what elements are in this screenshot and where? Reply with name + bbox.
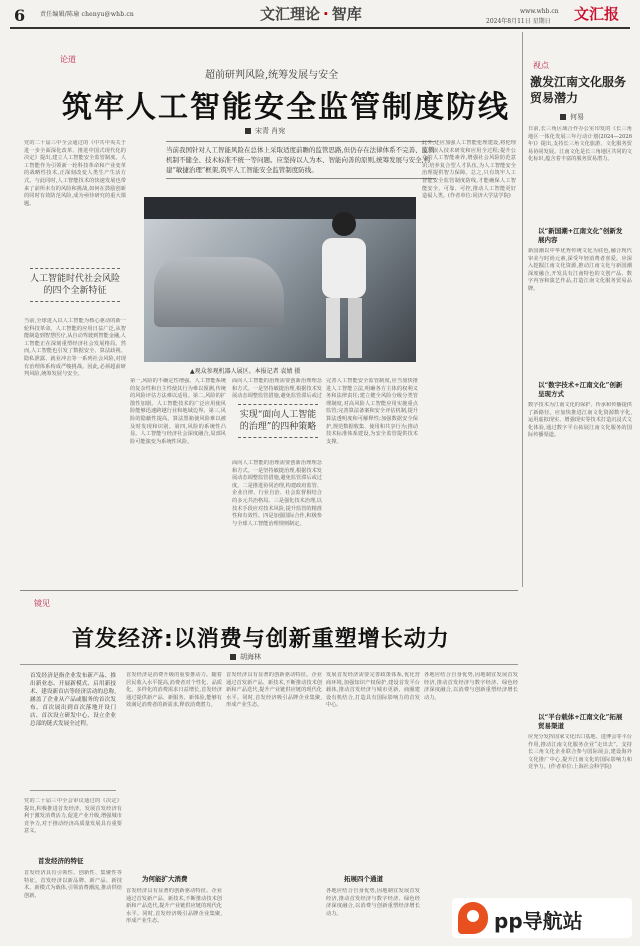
lead-col3-text: 面向人工智能的治理需要创新治理理念和方式。一是坚持敏捷治理,根据技术发展动态调整监管措施,避免监管滞后或过度。二是推进协同治理,构建政府监管、企业自律、行业自治、社会监督相结合的多元共治格局。三是强化技术治理,以技术手段应对技术风险,提升监管的精准性和有效性。四是加强国际合作,积极参与全球人工智能治理规则制定。 xyxy=(232,460,322,527)
sidebar-byline-text: 何易 xyxy=(570,113,584,121)
sidebar-byline xyxy=(560,112,584,122)
watermark-text: pp导航站 xyxy=(494,909,583,933)
sidebar-subhead-3: 以“平台载体+江南文化”拓展贸易渠道 xyxy=(538,713,623,730)
second-subhead-3: 拓展四个通道 xyxy=(344,875,383,883)
second-col2b-text: 首发经济具有显著的创新驱动特征。企业通过首发新产品、新技术,不断推动技术创新和产品迭代,提升产业链供应链的现代化水平。同时,首发经济吸引品牌企业集聚,形成产业生态。 xyxy=(126,888,222,925)
lead-tag: 论道 xyxy=(60,55,76,64)
robot-leg-right xyxy=(348,298,362,358)
lead-byline-text: 宋青 肖宛 xyxy=(255,127,286,135)
photo-robot xyxy=(314,212,374,362)
second-byline xyxy=(230,652,261,662)
second-col5-text: 各地应结合自身优势,因地制宜发展首发经济,推动首发经济与数字经济、绿色经济深度融合,以消费与创新重塑经济增长动力。 xyxy=(424,672,518,701)
lead-photo xyxy=(144,197,416,362)
header-rule xyxy=(10,27,630,29)
lead-col2-text: 第一,风险的不确定性增强。人工智能系统的复杂性和自主性使其行为难以预测,传统的风险评估方法难以适用。第二,风险的扩散性加剧。人工智能技术的广泛应用使风险能够迅速跨越行业和地域边界。第三,风险的隐蔽性提高。算法黑箱使风险难以被及时发现和识别。第四,风险的系统性凸显。人工智能与经济社会深度融合,局部风险可能演变为系统性风险。 xyxy=(130,378,226,445)
robot-head xyxy=(332,212,356,236)
photo-car xyxy=(154,257,284,327)
sidebar-tag: 视点 xyxy=(533,61,549,70)
lead-byline xyxy=(245,126,285,136)
robot-body xyxy=(322,238,366,298)
sidebar-text-1: 新国潮以中华优秀传统文化为底色,融合现代审美与时尚元素,深受年轻消费者喜爱。应深入挖掘江南文化资源,推动江南文化与新国潮深度融合,开发具有江南特色的文创产品、数字内容和演艺作品,打造江南文化服务贸易品牌。 xyxy=(528,248,632,292)
byline-square-icon xyxy=(245,128,251,134)
section-dot: · xyxy=(323,5,329,23)
section-divider xyxy=(20,590,518,591)
second-byline-text: 胡海林 xyxy=(240,653,261,661)
watermark-logo-icon xyxy=(458,902,488,934)
lead-col3a-text: 面向人工智能的治理需要创新治理理念和方式。一是坚持敏捷治理,根据技术发展动态调整监管措施,避免监管滞后或过 xyxy=(232,378,322,400)
second-rule xyxy=(20,664,518,665)
second-col4b-text: 各地应结合自身优势,因地制宜发展首发经济,推动首发经济与数字经济、绿色经济深度融合,以消费与创新重塑经济增长动力。 xyxy=(326,888,420,917)
sidebar-divider xyxy=(522,32,523,587)
sidebar-title: 激发江南文化服务贸易潜力 xyxy=(530,75,627,105)
sidebar-text-3: 应充分发挥国家文化出口基地、进博会等平台作用,推动江南文化服务企业“走出去”。支持长三角文化企业联合参与国际展会,建设海外文化推广中心,提升江南文化的国际影响力和竞争力。(作者单位:上海社会科学院) xyxy=(528,734,632,771)
second-col1-text: 党的二十届三中全会审议通过的《决定》提出,积极推进首发经济。发展首发经济有利于激发消费活力,促进产业升级,增强城市竞争力,对于推动经济高质量发展具有重要意义。 xyxy=(24,798,122,835)
lead-col1b-text: 当前,全球进入以人工智能为核心驱动的新一轮科技革命。人工智能的应用日益广泛,从智能制造到智慧医疗,从自动驾驶到智能金融,人工智能正在深刻重塑经济社会发展格局。然而,人工智能也引发了数据安全、算法歧视、隐私泄露、就业冲击等一系列社会风险,对现有治理体系构成严峻挑战。因此,必须超前研判风险,统筹发展与安全。 xyxy=(24,318,126,378)
sidebar-subhead-2: 以“数字技术+江南文化”创新呈现方式 xyxy=(538,381,623,398)
page-number: 6 xyxy=(14,6,26,25)
section-subtitle: 智库 xyxy=(331,5,362,23)
lead-col4-text: 完善人工智能安全监管制度,应当加快推进人工智能立法,明确各方主体的权利义务和法律责任;建立健全风险分级分类管理制度,对高风险人工智能应用实施重点监管;完善算法备案和安全评估机制,提升算法透明度和可解释性;加强数据安全保护,规范数据收集、使用和共享行为;推动技术标准体系建设,为安全监管提供技术支撑。 xyxy=(326,378,418,445)
sidebar-subhead-1: 以“新国潮+江南文化”创新发展内容 xyxy=(538,227,623,244)
watermark-badge xyxy=(452,898,632,938)
lead-col5-text: 此外,还应加强人工智能伦理建设,将伦理要求嵌入技术研发和应用全过程;提升公众的人工智能素养,增强社会风险防范意识;培养复合型人才队伍,为人工智能安全治理提供智力保障。总之,只有筑牢人工智能安全监管制度防线,才能确保人工智能安全、可靠、可控,推动人工智能更好造福人类。(作者单位:同济大学法学院) xyxy=(422,140,516,200)
editor-line: 责任编辑/陈瑜 chenyu@whb.cn xyxy=(40,11,134,18)
lead-col1-text: 党的二十届三中全会通过的《中共中央关于进一步全面深化改革、推进中国式现代化的决定》提出,建立人工智能安全监管制度。人工智能作为引领新一轮科技革命和产业变革的战略性技术,正深刻改变人类生产生活方式。与此同时,人工智能技术的快速发展也带来了前所未有的风险和挑战,如何在鼓励创新的同时有效防范风险,成为亟待研究的重大课题。 xyxy=(24,140,126,207)
section-title-main: 文汇理论 xyxy=(260,5,321,23)
photo-banner xyxy=(144,197,416,219)
second-subhead-2: 为何能扩大消费 xyxy=(142,875,188,883)
sidebar-text-2: 数字技术为江南文化的保护、传承和传播提供了新路径。应加快推进江南文化资源数字化,运用虚拟现实、增强现实等技术打造沉浸式文化体验,通过数字平台拓展江南文化服务的国际传播渠道。 xyxy=(528,402,632,439)
robot-leg-left xyxy=(326,298,340,358)
second-tag: 镜见 xyxy=(34,599,50,608)
second-headline: 首发经济:以消费与创新重塑增长动力 xyxy=(72,627,450,652)
second-byline-square-icon xyxy=(230,654,236,660)
pull-quote-2: 实现“面向人工智能的治理”的四种策略 xyxy=(238,404,318,438)
issue-date: 2024年8月11日 星期日 xyxy=(486,18,551,25)
lead-abstract: 当前我国针对人工智能风险在总体上采取适度前瞻的监管思路,但仍存在法律体系不完善、监管机制不健全、技术标准不统一等问题。应坚持以人为本、智能向善的原则,统筹发展与安全,构建“敏捷治理”框架,筑牢人工智能安全监管制度防线。 xyxy=(166,141,436,179)
second-col2-text: 首发经济是消费升级的重要推动力。随着居民收入水平提高,消费者对个性化、品质化、多样化的消费需求日益增长,首发经济通过提供新产品、新服务、新体验,能够有效满足消费者的新需求,释放消费潜力。 xyxy=(126,672,222,709)
lead-headline: 筑牢人工智能安全监管制度防线 xyxy=(62,90,510,125)
photo-caption: ▲观众参观机器人展区。本报记者 袁婧 摄 xyxy=(190,368,301,375)
section-title xyxy=(260,3,362,24)
second-col3-text: 首发经济具有显著的创新驱动特征。企业通过首发新产品、新技术,不断推动技术创新和产品迭代,提升产业链供应链的现代化水平。同时,首发经济吸引品牌企业集聚,形成产业生态。 xyxy=(226,672,322,709)
sidebar-byline-square-icon xyxy=(560,114,566,120)
lead-kicker: 超前研判风险,统筹发展与安全 xyxy=(205,70,339,81)
pull-quote-1: 人工智能时代社会风险的四个全新特征 xyxy=(30,268,120,302)
newspaper-logo: 文汇报 xyxy=(574,5,620,23)
second-subhead-1: 首发经济的特征 xyxy=(38,857,84,865)
sidebar-intro: 日前,长三角区域合作办公室印发的《长三角地区一体化发展三年行动计划(2024—2026年)》提出,支持长三角文化旅游、文化服务贸易协同发展。江南文化是长三角地区共同的文化标识,蕴含着丰富的服务贸易潜力。 xyxy=(528,126,632,163)
second-col4-text: 发展首发经济需要完善政策体系,优化营商环境,加强知识产权保护,建设首发平台载体,推动首发经济与城市更新、商圈建设有机结合,打造具有国际影响力的首发中心。 xyxy=(326,672,420,709)
site-url: www.whb.cn xyxy=(520,8,559,15)
second-lead-box: 首发经济是指企业发布新产品、推出新业态、开展新模式、启用新技术、建设新首店等经济活动的总称,涵盖了企业从产品或服务的首次发布、首次展出到首次落地开设门店、首次设立研发中心、设立企业总部的链式发展全过程。 xyxy=(30,672,116,791)
second-col1b-text: 首发经济具有引领性、创新性、集聚性等特征。首发经济以新品牌、新产品、新技术、新模式为载体,引领消费潮流,推动供给创新。 xyxy=(24,870,122,899)
